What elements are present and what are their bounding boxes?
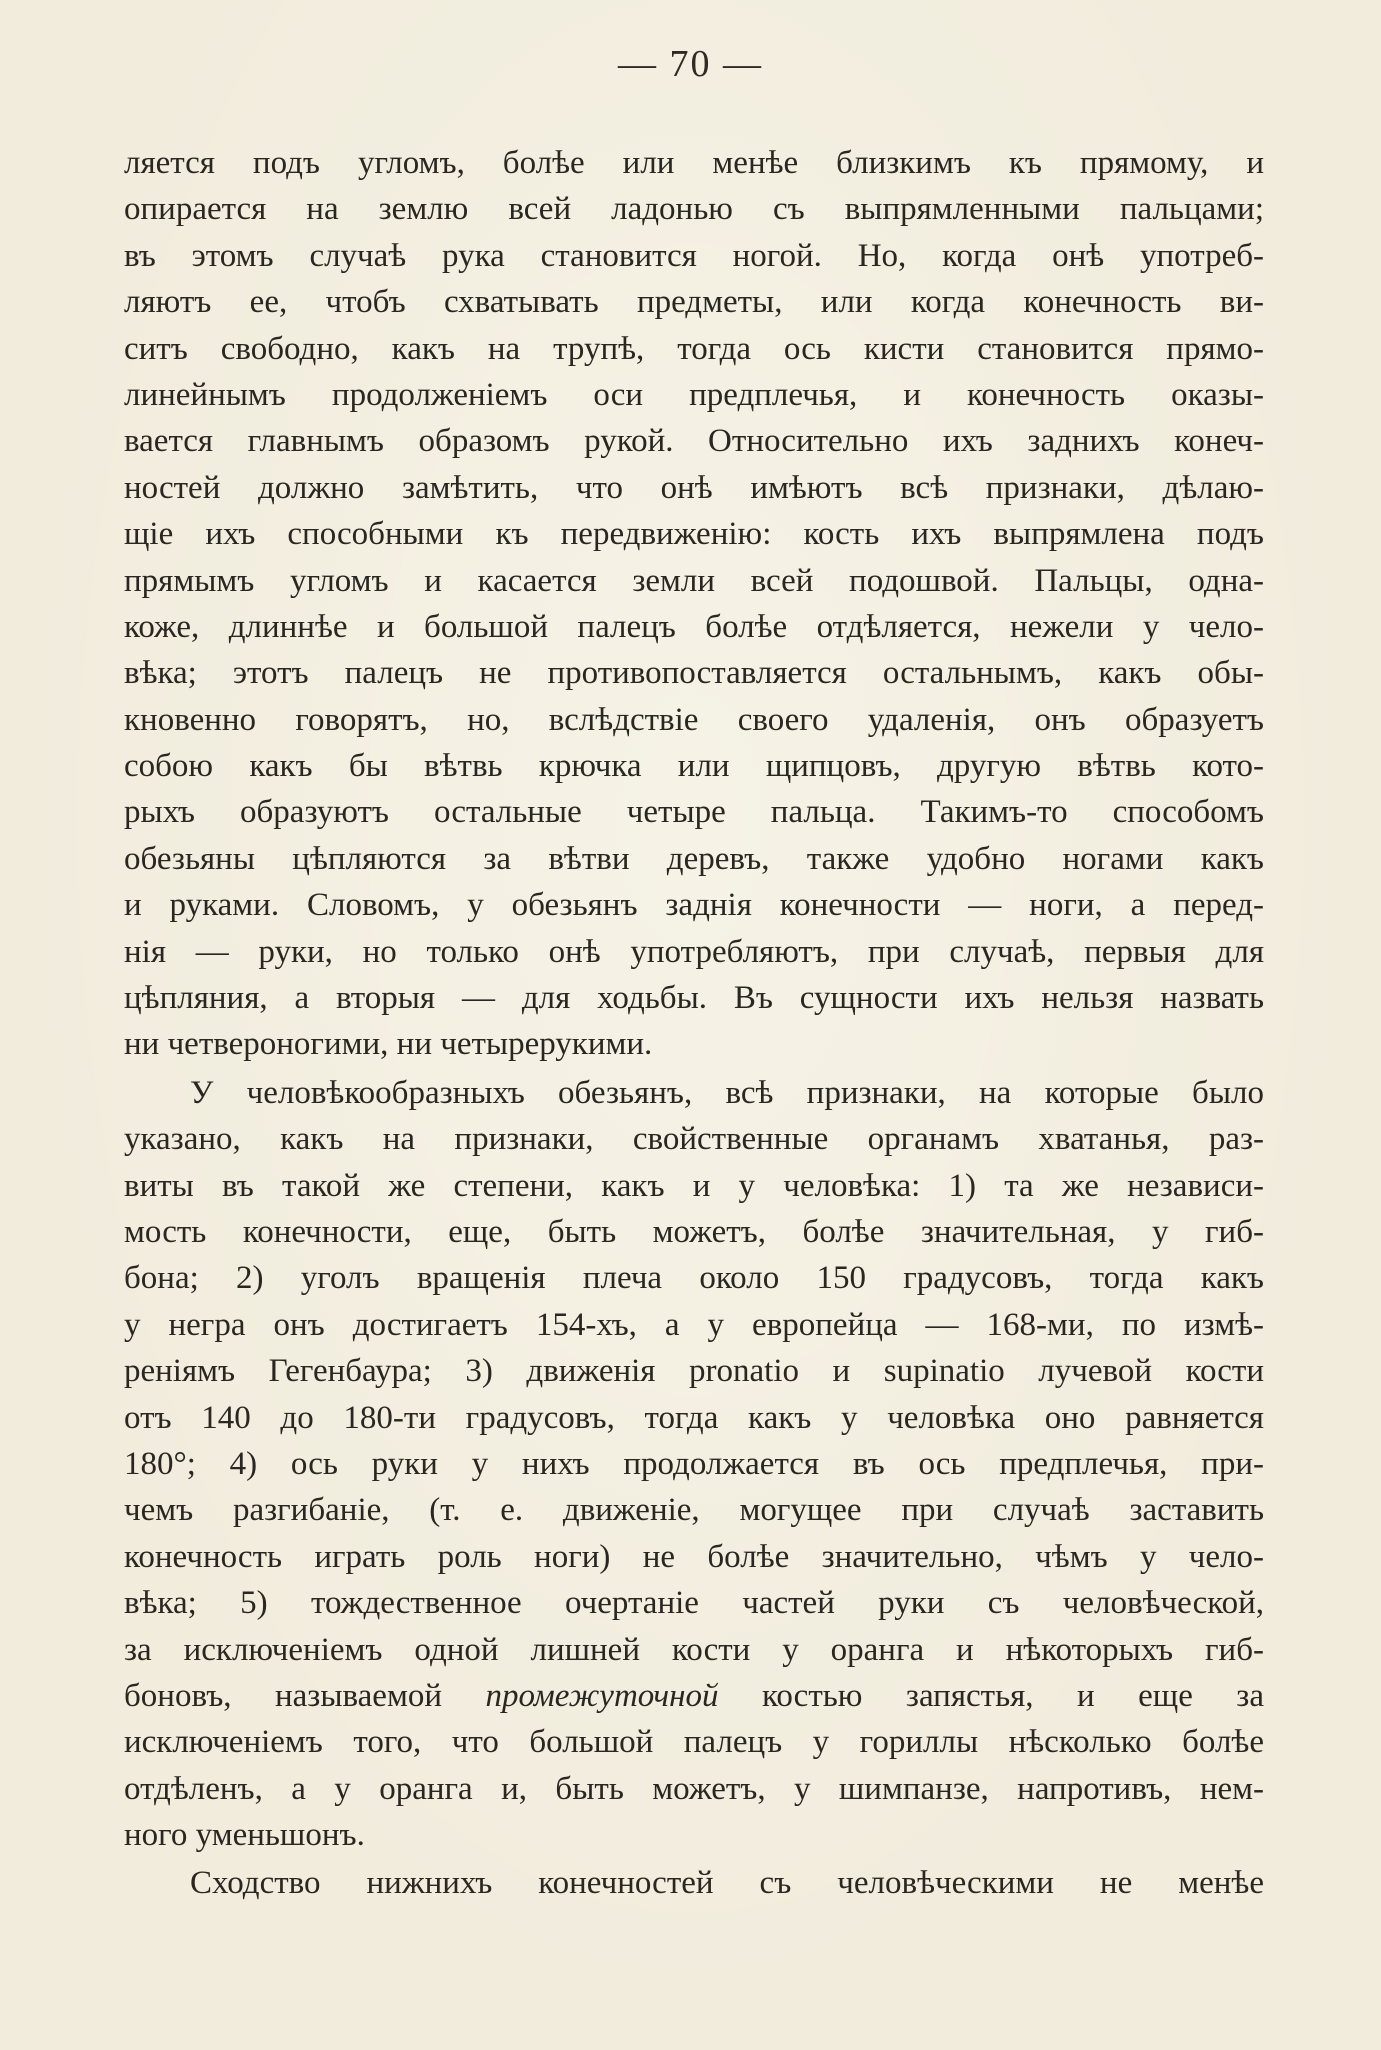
text-line: вѣка; 5) тождественное очертаніе частей руки съ человѣческой, [124,1585,1264,1622]
italic-term: промежуточной [485,1677,719,1714]
text-line: рыхъ образуютъ остальные четыре пальца. Такимъ-то способомъ [124,794,1264,831]
text-line: ни четвероногими, ни четырерукими. [124,1026,653,1063]
text-line: щіе ихъ способными къ передвиженію: кость ихъ выпрямлена подъ [124,516,1264,553]
text-line: виты въ такой же степени, какъ и у человѣка: 1) та же независи- [124,1167,1264,1204]
text-line: отъ 140 до 180-ти градусовъ, тогда какъ у человѣка оно равняется [124,1399,1264,1436]
text-line: ностей должно замѣтить, что онѣ имѣютъ всѣ признаки, дѣлаю- [124,469,1264,506]
paragraph [124,140,1264,1068]
text-line: у негра онъ достигаетъ 154-хъ, а у европейца — 168-ми, по измѣ- [124,1306,1264,1343]
text-line: бона; 2) уголъ вращенія плеча около 150 градусовъ, тогда какъ [124,1260,1264,1297]
text-line: линейнымъ продолженіемъ оси предплечья, и конечность оказы- [124,376,1264,413]
text-line: Сходство нижнихъ конечностей съ человѣческими не менѣе [190,1865,1264,1902]
text-line: опирается на землю всей ладонью съ выпрямленными пальцами; [124,191,1264,228]
text-line: указано, какъ на признаки, свойственные органамъ хватанья, раз- [124,1121,1264,1158]
text-line: вается главнымъ образомъ рукой. Относительно ихъ заднихъ конеч- [124,423,1264,460]
text-line: въ этомъ случаѣ рука становится ногой. Но, когда онѣ употреб- [124,237,1264,274]
text-line: ляется подъ угломъ, болѣе или менѣе близкимъ къ прямому, и [124,145,1264,181]
paragraph [124,1860,1264,1906]
text-line: обезьяны цѣпляются за вѣтви деревъ, также удобно ногами какъ [124,840,1264,877]
body-text [124,140,1264,1907]
text-line: У человѣкообразныхъ обезьянъ, всѣ признаки, на которые было [190,1074,1264,1111]
text-line: ного уменьшонъ. [124,1817,365,1854]
text-line: прямымъ угломъ и касается земли всей подошвой. Пальцы, однa- [124,562,1264,599]
text-line: нія — руки, но только онѣ употребляютъ, при случаѣ, первыя для [124,933,1264,970]
text-line: вѣка; этотъ палецъ не противопоставляется остальнымъ, какъ обы- [124,655,1264,692]
text-line: исключеніемъ того, что большой палецъ у гориллы нѣсколько болѣе [124,1724,1264,1761]
text-line: мость конечности, еще, быть можетъ, болѣе значительная, у гиб- [124,1213,1264,1250]
text-line: и руками. Словомъ, у обезьянъ заднія конечности — ноги, а перед- [124,887,1264,924]
text-line: реніямъ Гегенбаура; 3) движенія pronatio и supinatio лучевой кости [124,1353,1264,1390]
text-line: чемъ разгибаніе, (т. е. движеніе, могущее при случаѣ заставить [124,1492,1264,1529]
text-line: боновъ, называемой промежуточной костью запястья, и еще за [124,1677,1264,1714]
text-line: отдѣленъ, а у оранга и, быть можетъ, у шимпанзе, напротивъ, нем- [124,1770,1264,1807]
text-line: собою какъ бы вѣтвь крючка или щипцовъ, другую вѣтвь кото- [124,748,1264,785]
text-line: 180°; 4) ось руки у нихъ продолжается въ ось предплечья, при- [124,1445,1264,1482]
text-line: ляютъ ее, чтобъ схватывать предметы, или когда конечность ви- [124,284,1264,321]
text-line: кновенно говорятъ, но, вслѣдствіе своего удаленія, онъ образуетъ [124,701,1264,738]
text-line: конечность играть роль ноги) не болѣе значительно, чѣмъ у чело- [124,1538,1264,1575]
page-number: — 70 — [618,43,763,85]
paragraph [124,1070,1264,1859]
text-line: за исключеніемъ одной лишней кости у оранга и нѣкоторыхъ гиб- [124,1631,1264,1668]
text-line: цѣпляния, а вторыя — для ходьбы. Въ сущности ихъ нельзя назвать [124,980,1264,1017]
text-line: коже, длиннѣе и большой палецъ болѣе отдѣляется, нежели у чело- [124,608,1264,645]
text-line: ситъ свободно, какъ на трупѣ, тогда ось кисти становится прямо- [124,330,1264,367]
